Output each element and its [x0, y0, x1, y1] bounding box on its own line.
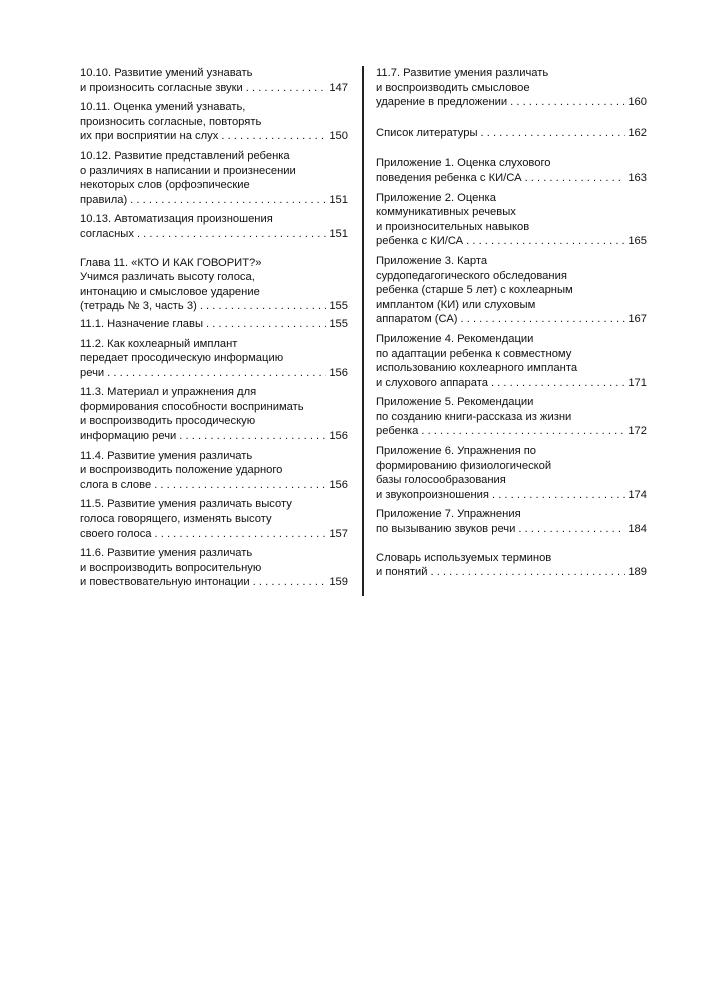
toc-entry-line: 11.3. Материал и упражнения для [80, 386, 257, 399]
toc-entry-line: речи [80, 366, 105, 379]
toc-entry [376, 156, 647, 185]
toc-entry-line: по адаптации ребенка к совместному [376, 347, 572, 360]
dot-leader [510, 95, 625, 110]
dot-leader [525, 171, 626, 186]
page-number: 174 [628, 488, 647, 501]
toc-entry-line: и понятий [376, 566, 428, 579]
toc-entry-line: интонацию и смысловое ударение [80, 285, 260, 298]
toc-entry-line: некоторых слов (орфоэпические [80, 179, 250, 192]
toc-entry-last-line [376, 95, 647, 110]
page-number: 162 [628, 126, 647, 139]
toc-entry-line: 11.2. Как кохлеарный имплант [80, 337, 238, 350]
dot-leader [481, 126, 626, 141]
dot-leader [107, 366, 326, 381]
toc-entry [376, 126, 647, 141]
toc-entry [80, 497, 348, 541]
toc-entry [80, 337, 348, 381]
toc-entry-line: их при восприятии на слух [80, 130, 219, 143]
toc-entry-line: Приложение 6. Упражнения по [376, 445, 537, 458]
toc-entry-line: и воспроизводить смысловое [376, 81, 530, 94]
toc-entry-line: 10.11. Оценка умений узнавать, [80, 101, 246, 114]
toc-entry-line: Приложение 7. Упражнения [376, 508, 521, 521]
dot-leader [137, 227, 326, 242]
toc-entry-last-line [376, 376, 647, 391]
toc-entry-line: 11.7. Развитие умения различать [376, 67, 549, 79]
toc-entry-line: Словарь используемых терминов [376, 551, 552, 564]
toc-entry [80, 149, 348, 207]
toc-entry [376, 254, 647, 327]
dot-leader [246, 81, 327, 96]
toc-entry-line: 11.1. Назначение главы [80, 317, 203, 330]
toc-entry [376, 444, 647, 502]
toc-entry-last-line [80, 227, 348, 242]
page-number: 160 [628, 96, 647, 109]
toc-entry-line: использованию кохлеарного импланта [376, 362, 578, 375]
dot-leader [179, 429, 326, 444]
dot-leader [461, 312, 626, 327]
dot-leader [492, 488, 625, 503]
toc-entry-line: ребенка [376, 425, 419, 438]
toc-entry-line: Глава 11. «КТО И КАК ГОВОРИТ?» [80, 256, 262, 269]
toc-entry-last-line [80, 129, 348, 144]
toc-entry-line: произносить согласные, повторять [80, 115, 262, 128]
page-number: 159 [329, 576, 348, 589]
toc-entry-line: формированию физиологической [376, 459, 552, 472]
toc-entry-line: и воспроизводить положение ударного [80, 464, 283, 477]
dot-leader [466, 234, 625, 249]
toc-entry-line: своего голоса [80, 527, 152, 540]
toc-entry-line: Учимся различать высоту голоса, [80, 271, 255, 284]
toc-entry-line: 10.10. Развитие умений узнавать [80, 67, 253, 79]
toc-entry [80, 100, 348, 144]
toc-entry [80, 385, 348, 443]
toc-entry-line: информацию речи [80, 430, 177, 443]
toc-entry-last-line [80, 527, 348, 542]
toc-entry-line: передает просодическую информацию [80, 352, 284, 365]
toc-entry-line: базы голосообразования [376, 474, 506, 487]
page-number: 163 [628, 171, 647, 184]
toc-entry-line: Приложение 3. Карта [376, 254, 488, 267]
toc-entry-last-line [80, 429, 348, 444]
toc-entry [376, 66, 647, 110]
toc-entry [80, 256, 348, 314]
toc-entry-last-line [80, 575, 348, 590]
toc-entry [376, 332, 647, 390]
toc-right-column [376, 66, 647, 580]
page-number: 167 [628, 313, 647, 326]
page-number: 155 [329, 300, 348, 313]
toc-entry-line: 10.13. Автоматизация произношения [80, 213, 273, 226]
toc-entry-line: Список литературы [376, 126, 478, 139]
page-number: 151 [329, 227, 348, 240]
toc-entry-line: и воспроизводить просодическую [80, 415, 256, 428]
dot-leader [155, 527, 327, 542]
toc-entry-line: согласных [80, 227, 134, 240]
page-number: 157 [329, 527, 348, 540]
toc-entry-line: коммуникативных речевых [376, 206, 516, 219]
dot-leader [491, 376, 625, 391]
page-number: 165 [628, 235, 647, 248]
toc-entry-line: по вызыванию звуков речи [376, 523, 516, 536]
toc-entry-last-line [376, 488, 647, 503]
toc-entry [80, 546, 348, 590]
toc-entry [376, 551, 647, 580]
toc-entry-line: правила) [80, 193, 128, 206]
toc-entry-last-line [80, 317, 348, 332]
toc-entry-line: ребенка (старше 5 лет) с кохлеарным [376, 284, 573, 297]
page-number: 147 [329, 81, 348, 94]
toc-entry-last-line [376, 126, 647, 141]
toc-entry-last-line [376, 312, 647, 327]
toc-entry-line: Приложение 5. Рекомендации [376, 396, 534, 409]
toc-entry-line: по созданию книги-рассказа из жизни [376, 410, 572, 423]
toc-entry-line: и произносить согласные звуки [80, 81, 243, 94]
toc-entry-line: сурдопедагогического обследования [376, 269, 567, 282]
toc-entry-line: аппаратом (СА) [376, 313, 458, 326]
dot-leader [253, 575, 327, 590]
toc-entry-last-line [80, 478, 348, 493]
dot-leader [518, 522, 625, 537]
toc-entry-last-line [376, 565, 647, 580]
page-number: 171 [628, 376, 647, 389]
toc-entry-line: Приложение 1. Оценка слухового [376, 157, 551, 170]
toc-entry-line: имплантом (КИ) или слуховым [376, 298, 536, 311]
toc-entry-last-line [376, 424, 647, 439]
toc-entry-line: 11.6. Развитие умения различать [80, 547, 253, 560]
toc-entry-line: голоса говорящего, изменять высоту [80, 513, 272, 526]
toc-entry-line: 11.4. Развитие умения различать [80, 449, 253, 462]
page-number: 156 [329, 430, 348, 443]
page-number: 150 [329, 130, 348, 143]
toc-entry-last-line [376, 522, 647, 537]
toc-entry-line: поведения ребенка с КИ/СА [376, 171, 522, 184]
toc-entry [376, 395, 647, 439]
page-number: 172 [628, 425, 647, 438]
toc-entry-line: и произносительных навыков [376, 220, 530, 233]
toc-entry-line: Приложение 4. Рекомендации [376, 332, 534, 345]
toc-entry [80, 212, 348, 241]
toc-entry-line: и повествовательную интонации [80, 576, 250, 589]
toc-entry-line: формирования способности воспринимать [80, 400, 304, 413]
toc-entry [80, 449, 348, 493]
toc-entry-last-line [80, 193, 348, 208]
toc-entry-line: о различиях в написании и произнесении [80, 164, 296, 177]
toc-entry-line: слога в слове [80, 478, 152, 491]
toc-entry-line: ударение в предложении [376, 96, 508, 109]
page-number: 156 [329, 478, 348, 491]
toc-entry-last-line [376, 171, 647, 186]
toc-entry-line: 11.5. Развитие умения различать высоту [80, 498, 292, 511]
dot-leader [206, 317, 326, 332]
toc-entry [80, 66, 348, 95]
toc-entry-last-line [376, 234, 647, 249]
toc-entry-last-line [80, 299, 348, 314]
dot-leader [431, 565, 626, 580]
dot-leader [221, 129, 326, 144]
page-number: 189 [628, 566, 647, 579]
toc-entry-line: (тетрадь № 3, часть 3) [80, 300, 197, 313]
page-number: 151 [329, 193, 348, 206]
page-number: 155 [329, 317, 348, 330]
toc-left-column [80, 66, 348, 590]
page-number: 156 [329, 366, 348, 379]
dot-leader [130, 193, 326, 208]
toc-entry-line: 10.12. Развитие представлений ребенка [80, 149, 290, 162]
toc-entry-line: и воспроизводить вопросительную [80, 561, 262, 574]
toc-entry-line: и звукопроизношения [376, 488, 489, 501]
dot-leader [154, 478, 326, 493]
toc-entry-line: Приложение 2. Оценка [376, 191, 496, 204]
toc-entry-line: ребенка с КИ/СА [376, 235, 464, 248]
toc-entry-last-line [80, 81, 348, 96]
toc-entry [376, 507, 647, 536]
toc-entry [376, 191, 647, 249]
page-number: 184 [628, 523, 647, 536]
dot-leader [200, 299, 327, 314]
toc-entry [80, 317, 348, 332]
toc-entry-line: и слухового аппарата [376, 376, 488, 389]
dot-leader [421, 424, 625, 439]
column-divider [362, 66, 364, 596]
toc-entry-last-line [80, 366, 348, 381]
